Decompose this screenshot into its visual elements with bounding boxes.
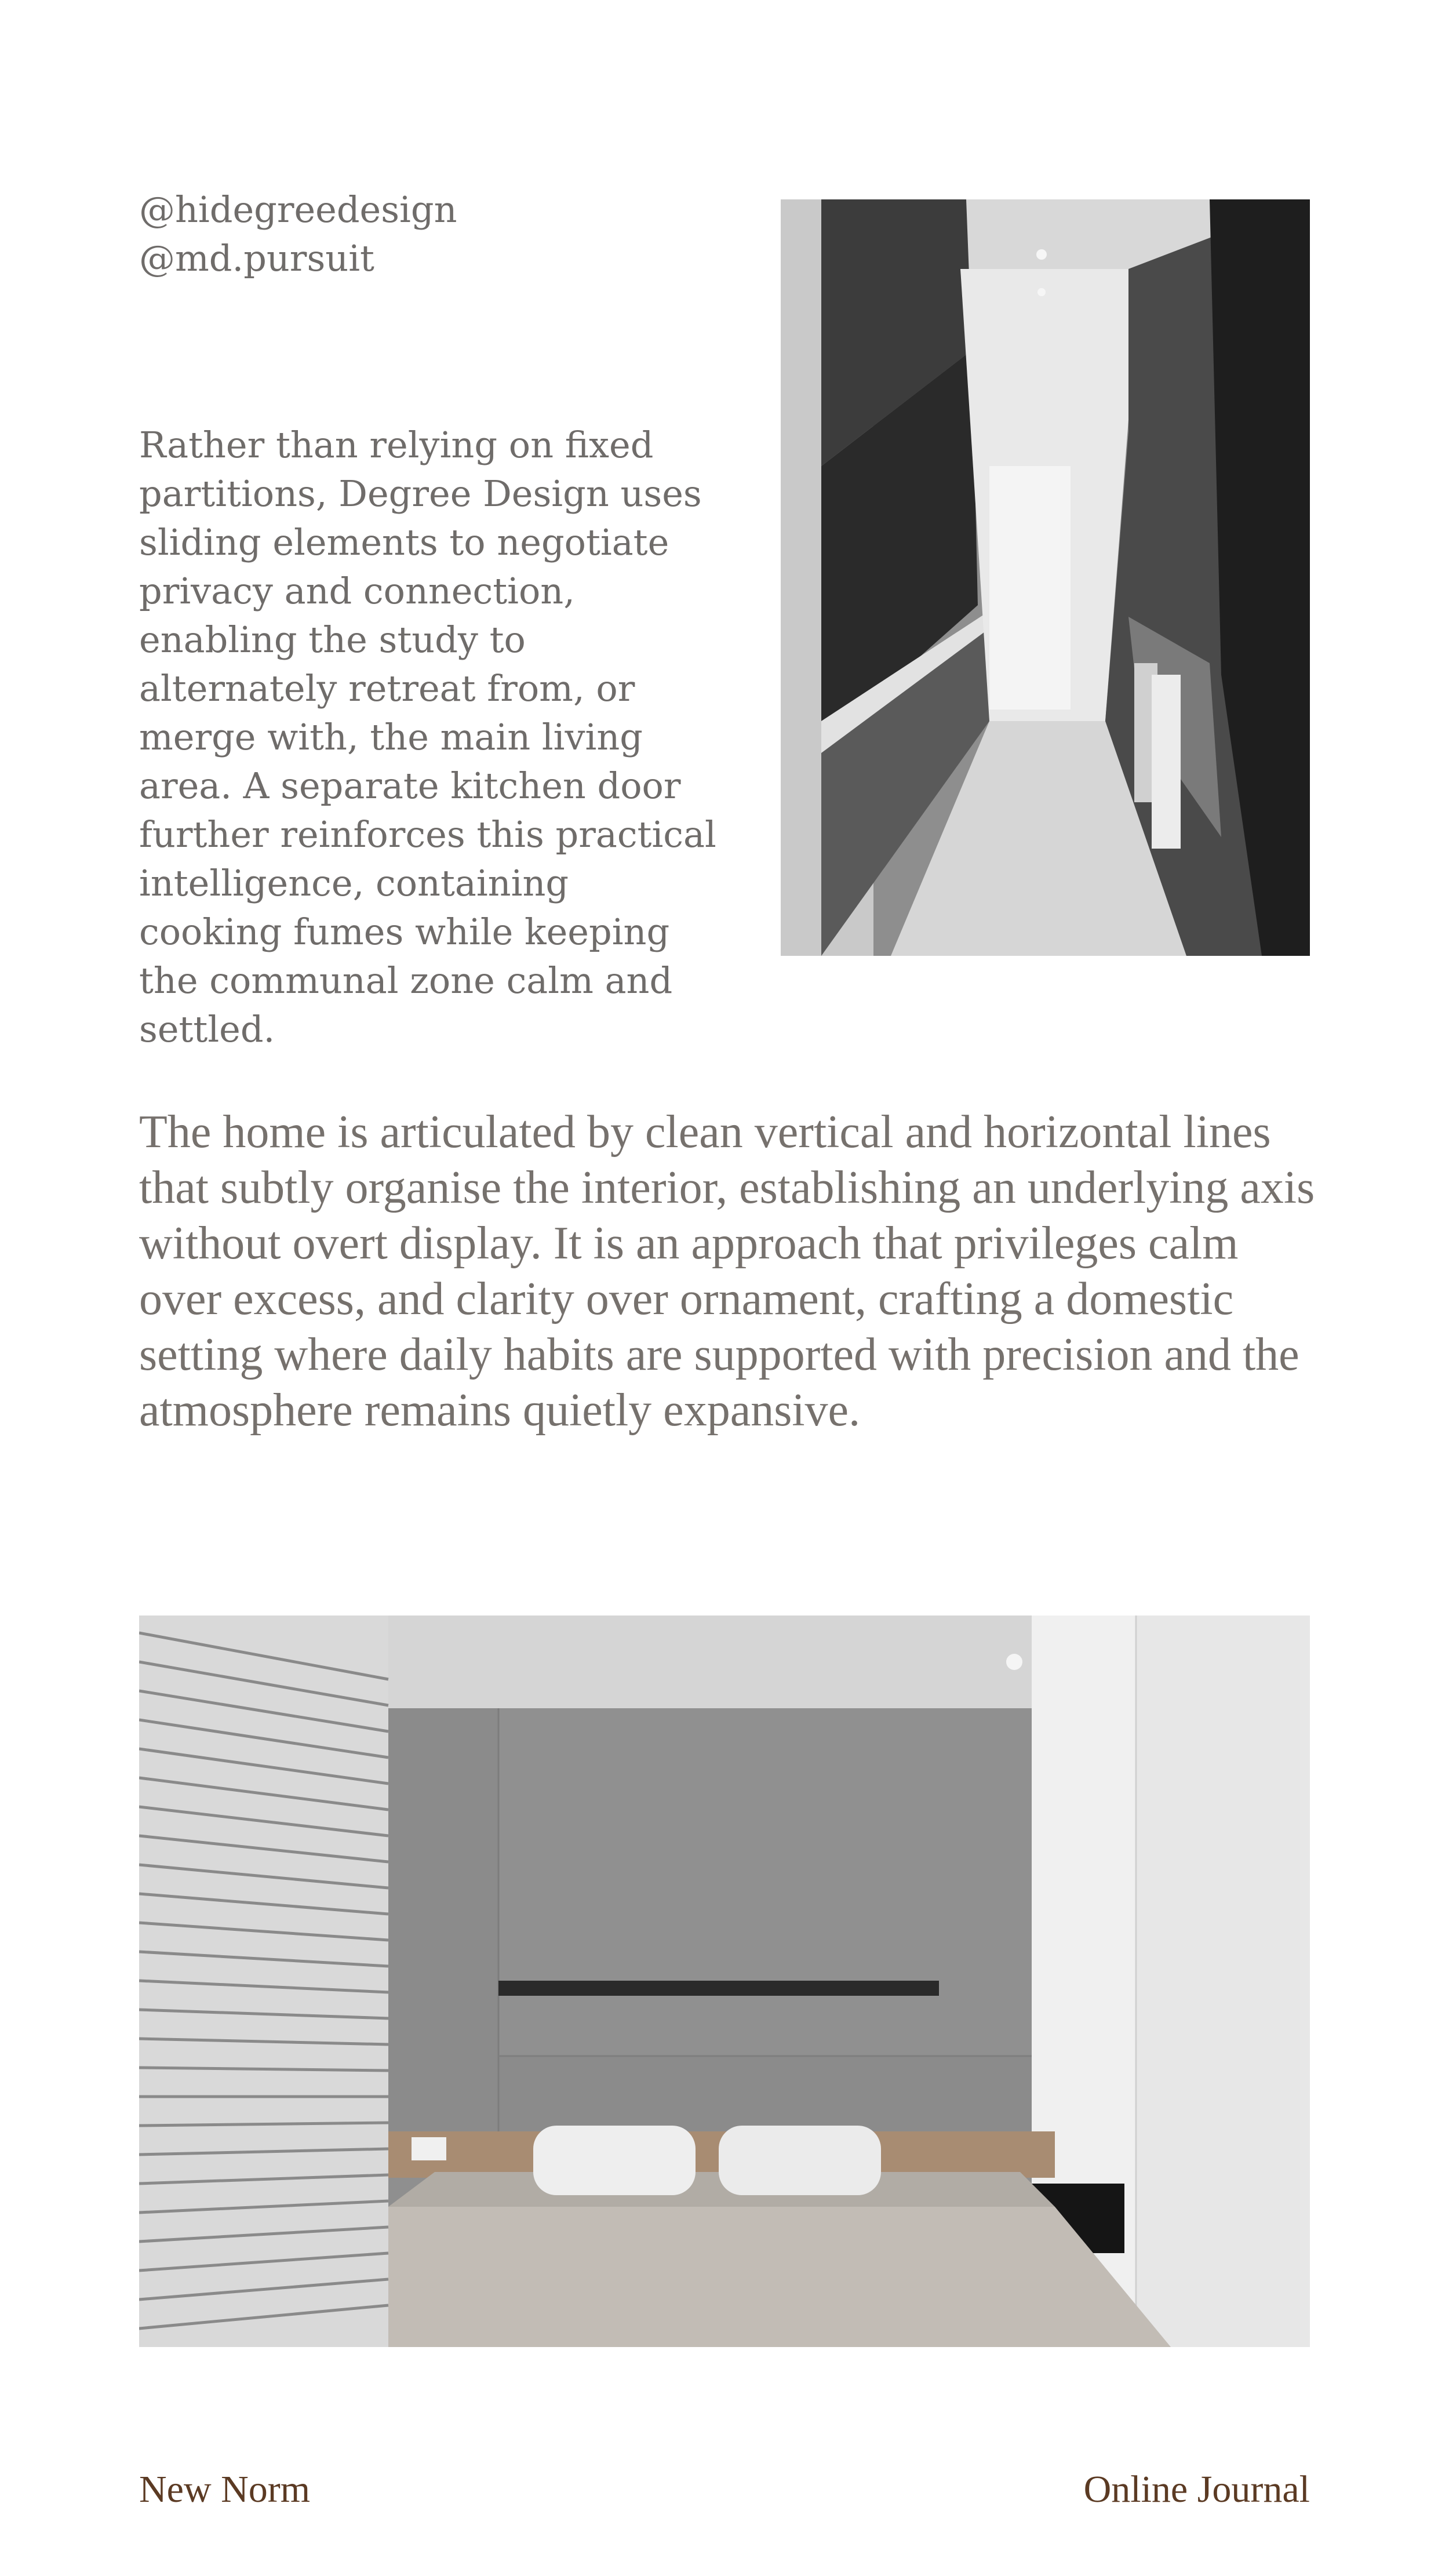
bedroom-photo <box>139 1616 1310 2347</box>
pull-quote: The home is articulated by clean vertical and horizontal lines that subtly organise the interior, establishing an underlying axis without overt display. It is an approach that privileges calm over excess, and clarity over ornament, crafting a domestic setting where daily habits are supported with precision and the atmosphere remains quietly expansive. <box>139 1107 1315 1436</box>
handle-md-pursuit[interactable]: @md.pursuit <box>139 237 374 279</box>
intro-paragraph: Rather than relying on fixed partitions, Degree Design uses sliding elements to negotiate privacy and connection, enabling the study to alternately retreat from, or merge with, the main living area. A separate kitchen door further reinforces this practical intelligence, containing cooking fumes while keeping the communal zone calm and settled. <box>139 424 716 1050</box>
handle-hidegreedesign[interactable]: @hidegreedesign <box>139 188 457 231</box>
social-handles <box>139 185 457 283</box>
footer-online-journal[interactable]: Online Journal <box>1083 2468 1310 2510</box>
footer-brand-new-norm[interactable]: New Norm <box>139 2468 311 2510</box>
kitchen-corridor-photo <box>781 199 1310 956</box>
